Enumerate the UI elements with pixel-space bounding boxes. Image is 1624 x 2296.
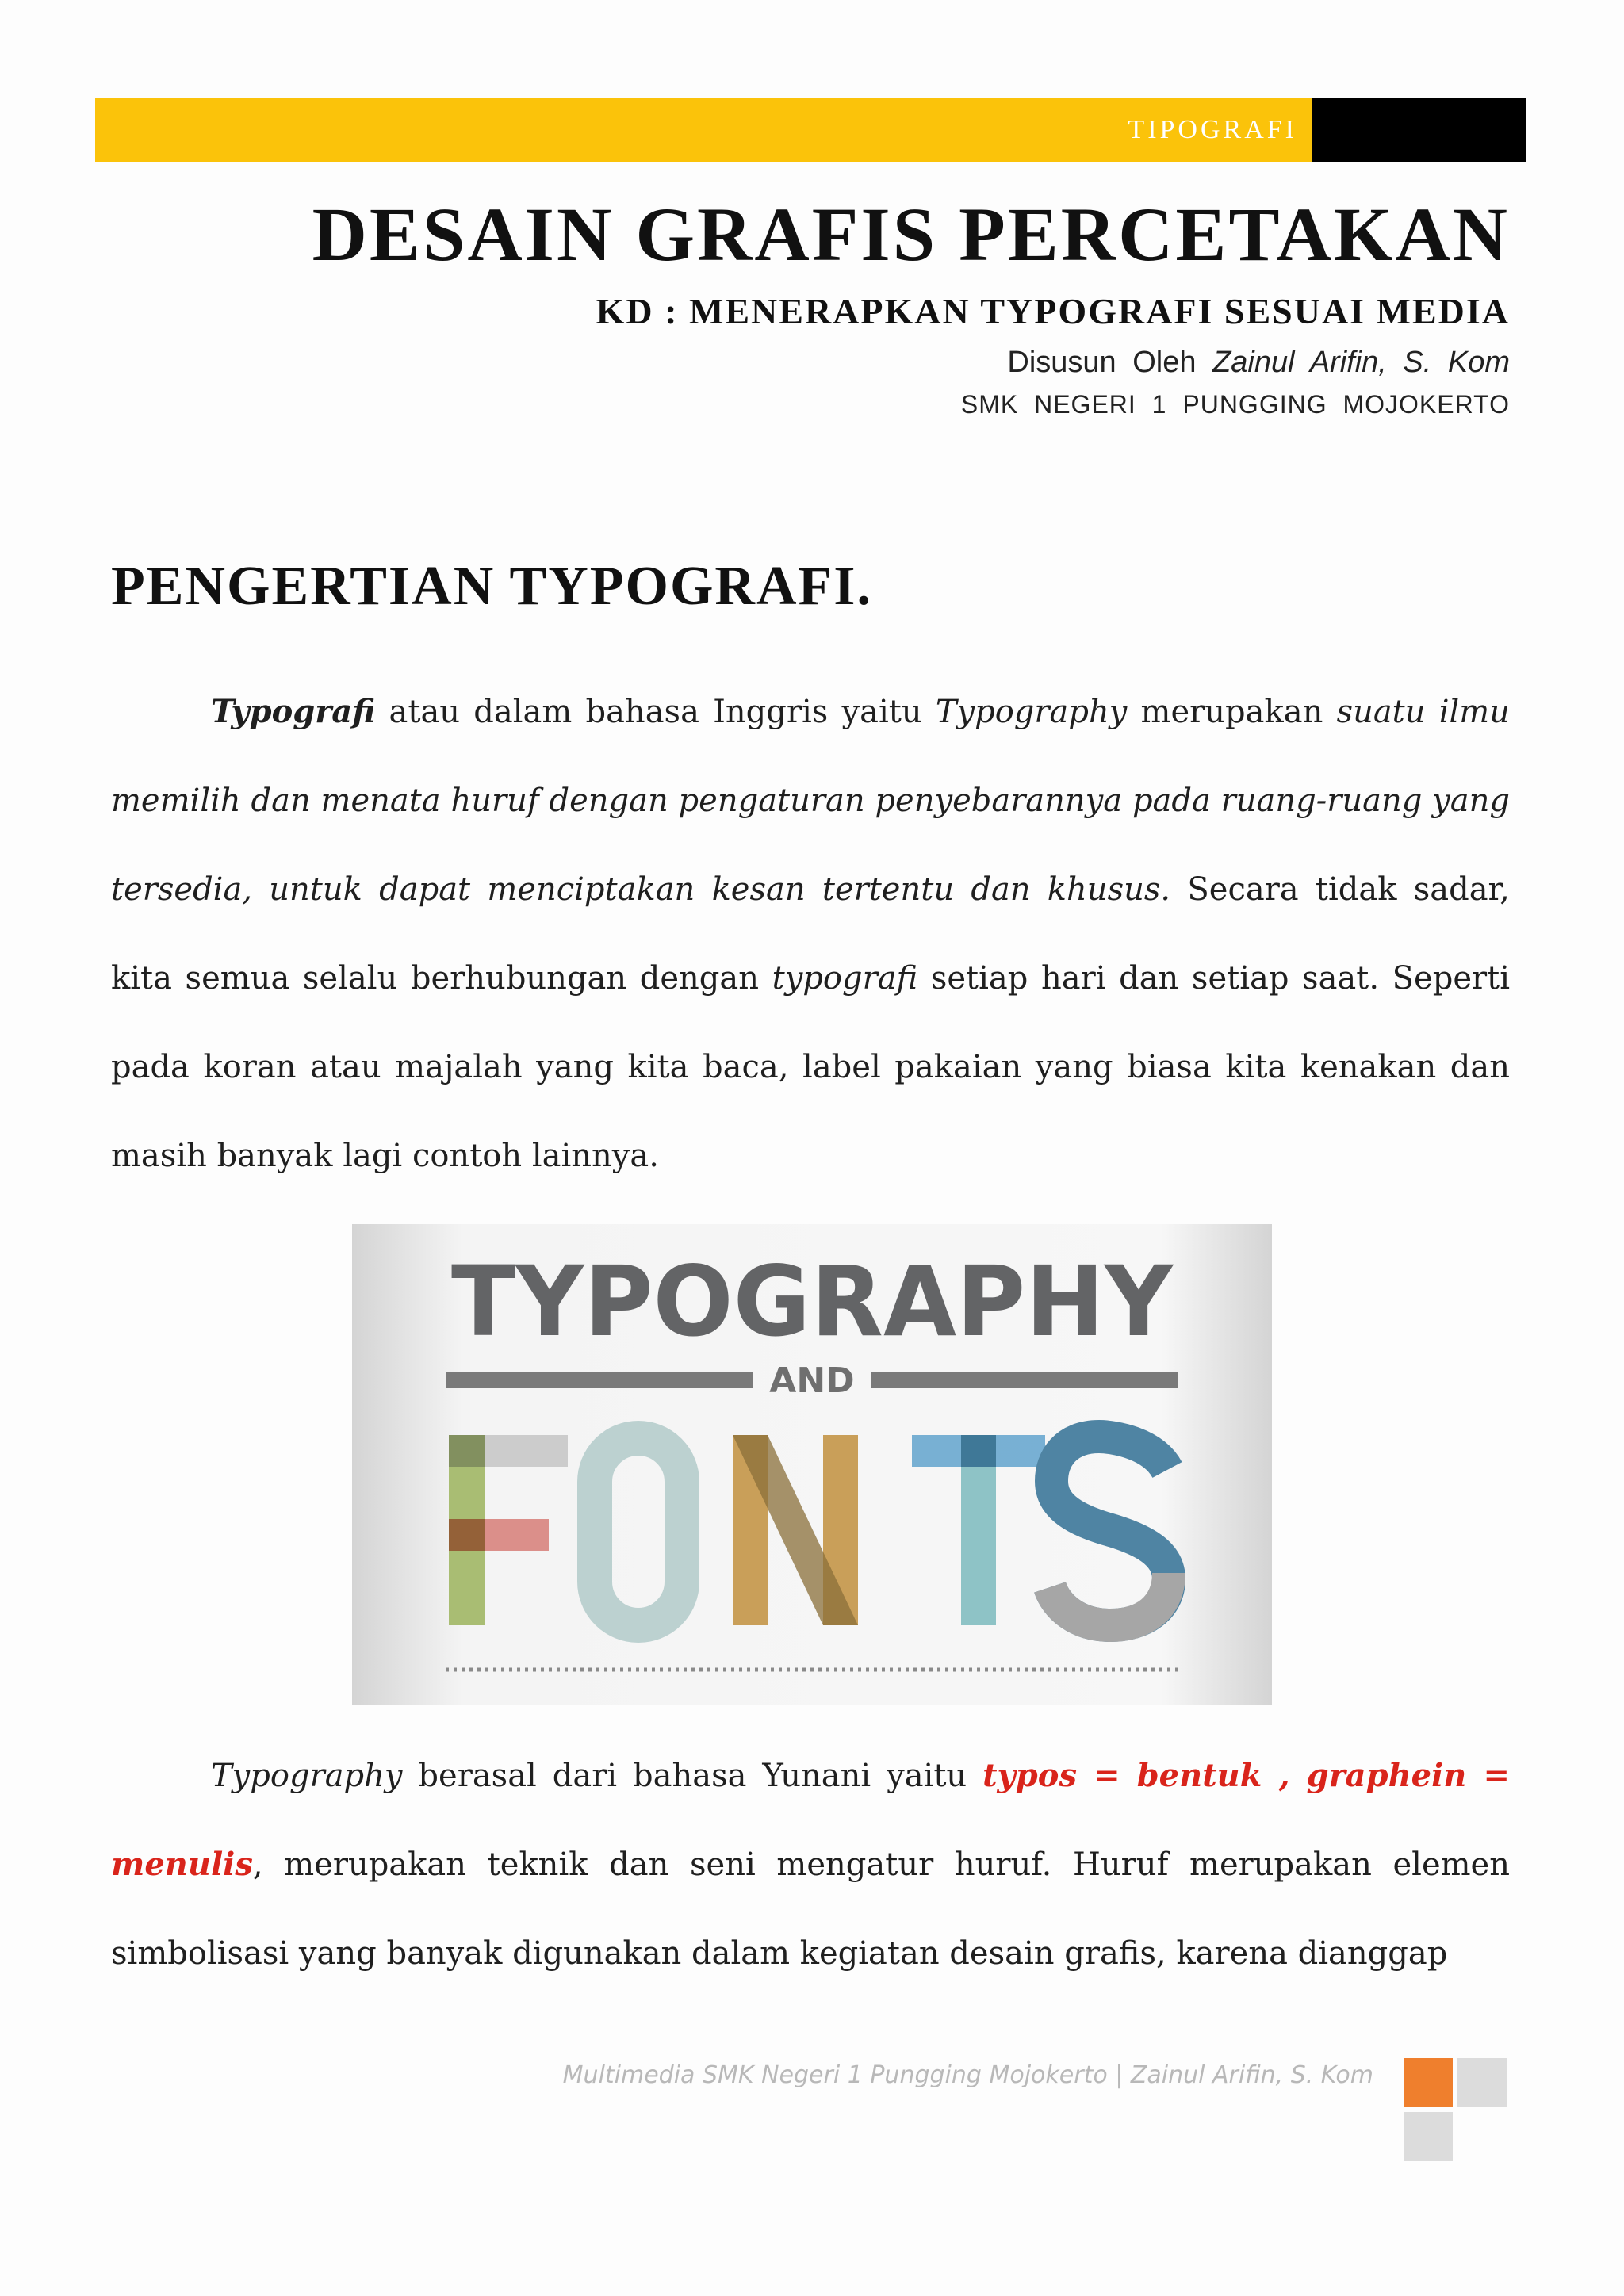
paragraph-etymology [111, 1732, 1510, 1998]
term-typography: Typography [935, 694, 1128, 730]
header-black-block [1312, 98, 1526, 162]
school-name: SMK NEGERI 1 PUNGGING MOJOKERTO [960, 390, 1510, 419]
definition-text: suatu ilmu memilih dan menata huruf dengan pengaturan penyebarannya pada ruang-ruang yang tersedia, untuk dapat menciptakan kesan tertentu dan khusus. [111, 694, 1511, 908]
etymology-highlight: typos = bentuk , graphein = menulis [111, 1757, 1510, 1883]
text-run: merupakan [1127, 694, 1337, 730]
text-run: Secara tidak sadar, kita semua selalu berhubungan dengan [111, 871, 1511, 997]
footer-square-grey-bottom [1404, 2112, 1453, 2161]
text-run: setiap hari dan setiap saat. Seperti pada koran atau majalah yang kita baca, label pakaian yang biasa kita kenakan dan masih banyak lagi contoh lainnya. [111, 960, 1510, 1174]
page-subtitle: KD : MENERAPKAN TYPOGRAFI SESUAI MEDIA [596, 291, 1510, 331]
text-run: , merupakan teknik dan seni mengatur huruf. Huruf merupakan elemen simbolisasi yang banyak digunakan dalam kegiatan desain grafis, karena dianggap [111, 1846, 1510, 1972]
term-typografi: Typografi [211, 693, 376, 730]
author-prefix: Disusun Oleh [1007, 346, 1197, 379]
author-line [1007, 346, 1510, 380]
text-run: berasal dari bahasa Yunani yaitu [402, 1758, 983, 1794]
typography-and-fonts-image [352, 1224, 1272, 1705]
text-run: atau dalam bahasa Inggris yaitu [375, 694, 936, 730]
figure-word-typography: TYPOGRAPHY [451, 1246, 1174, 1358]
page-title: DESAIN GRAFIS PERCETAKAN [312, 192, 1510, 277]
footer-square-grey-right [1457, 2058, 1507, 2107]
typography-fonts-illustration [352, 1224, 1272, 1705]
header-label: TIPOGRAFI [1128, 115, 1297, 144]
author-name: Zainul Arifin, S. Kom [1212, 346, 1510, 379]
figure-word-and: AND [769, 1360, 855, 1401]
term-typography-2: Typography [211, 1758, 403, 1794]
figure-bar-left [446, 1372, 753, 1388]
term-typografi-inline: typografi [772, 960, 918, 997]
footer-text: Multimedia SMK Negeri 1 Pungging Mojokerto | Zainul Arifin, S. Kom [562, 2061, 1373, 2089]
paragraph-definition [111, 668, 1510, 1200]
footer-square-orange [1404, 2058, 1453, 2107]
figure-bar-right [871, 1372, 1178, 1388]
section-heading: PENGERTIAN TYPOGRAFI. [111, 556, 872, 617]
figure-fonts-letters [449, 1435, 1169, 1625]
